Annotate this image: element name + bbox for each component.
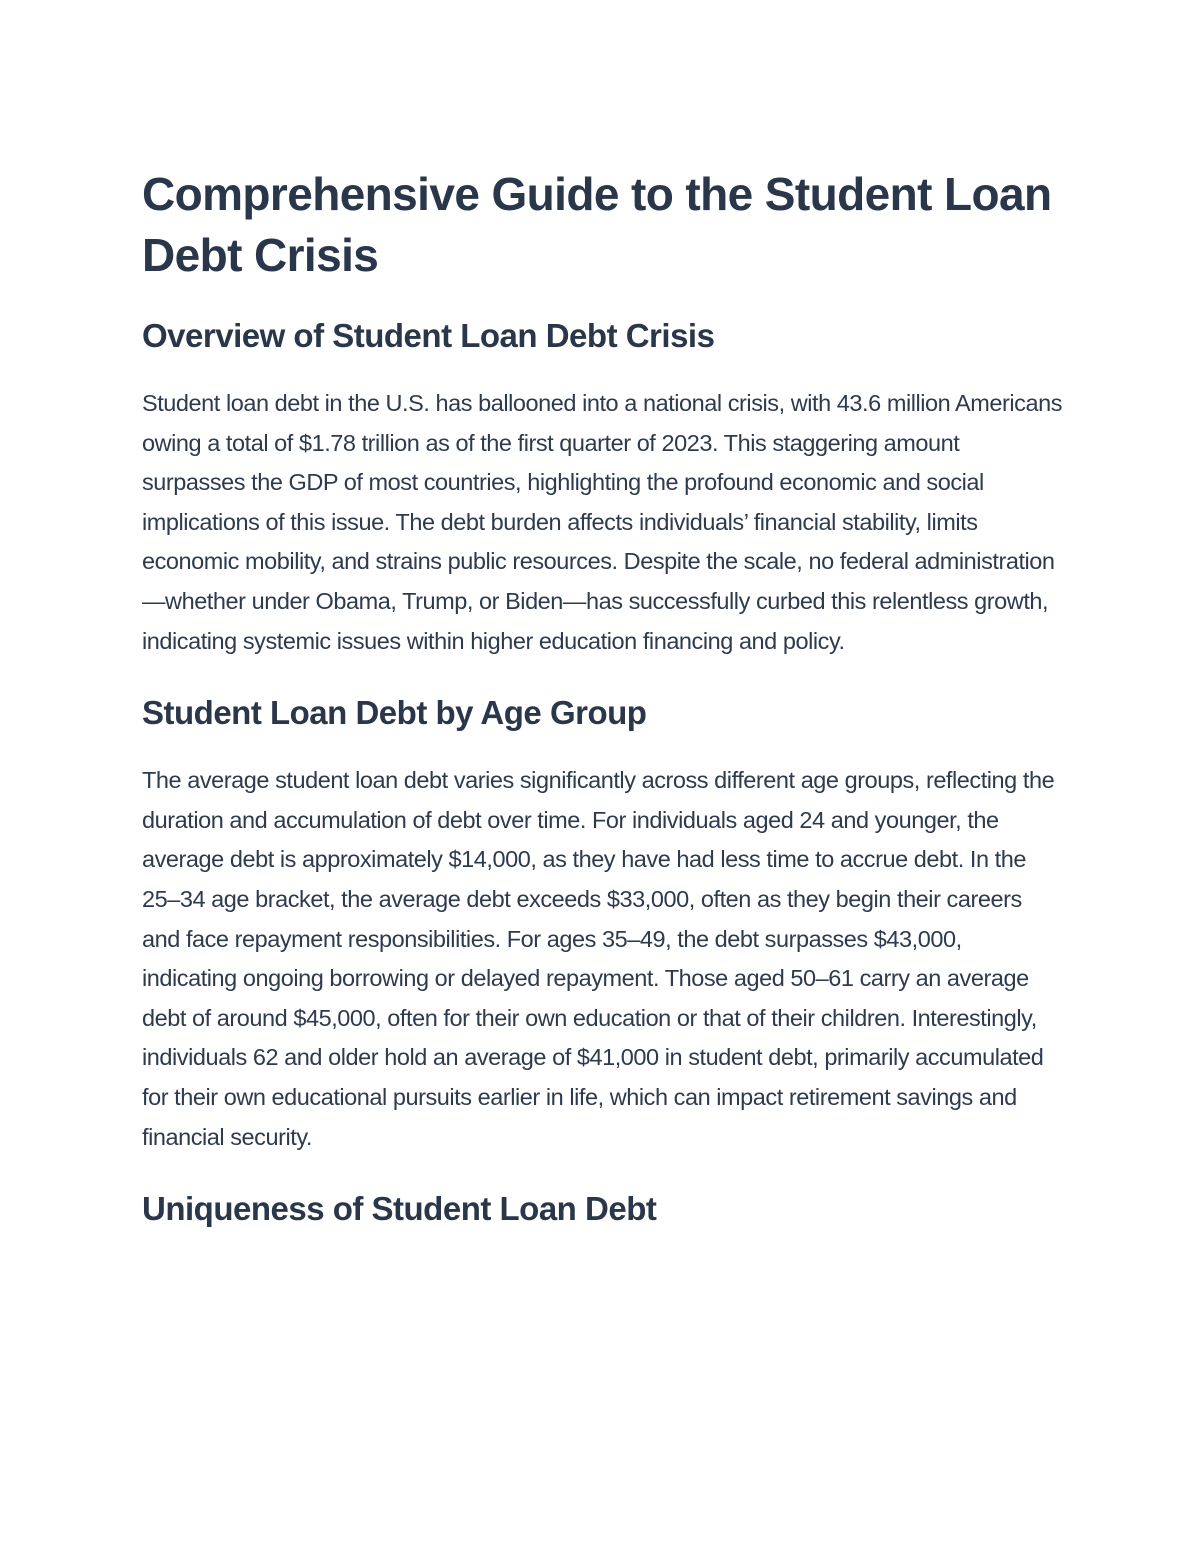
- document-page: [142, 164, 1062, 1231]
- section-paragraph-overview: Student loan debt in the U.S. has ballooned into a national crisis, with 43.6 million Americans owing a total of $1.78 trillion as of the first quarter of 2023. This staggering amount surpasses the GDP of most countries, highlighting the profound economic and social implications of this issue. The debt burden affects individuals’ financial stability, limits economic mobility, and strains public resources. Despite the scale, no federal administration—whether under Obama, Trump, or Biden—has successfully curbed this relentless growth, indicating systemic issues within higher education financing and policy.: [142, 390, 1063, 654]
- section-heading-uniqueness: Uniqueness of Student Loan Debt: [142, 1190, 657, 1228]
- section-paragraph-age-group: The average student loan debt varies significantly across different age groups, reflecting the duration and accumulation of debt over time. For individuals aged 24 and younger, the average debt is approximately $14,000, as they have had less time to accrue debt. In the 25–34 age bracket, the average debt exceeds $33,000, often as they begin their careers and face repayment responsibilities. For ages 35–49, the debt surpasses $43,000, indicating ongoing borrowing or delayed repayment. Those aged 50–61 carry an average debt of around $45,000, often for their own education or that of their children. Interestingly, individuals 62 and older hold an average of $41,000 in student debt, primarily accumulated for their own educational pursuits earlier in life, which can impact retirement savings and financial security.: [142, 767, 1055, 1150]
- section-heading-age-group: Student Loan Debt by Age Group: [142, 694, 647, 732]
- section-heading-overview: Overview of Student Loan Debt Crisis: [142, 317, 715, 354]
- document-title: Comprehensive Guide to the Student Loan Debt Crisis: [142, 168, 1052, 281]
